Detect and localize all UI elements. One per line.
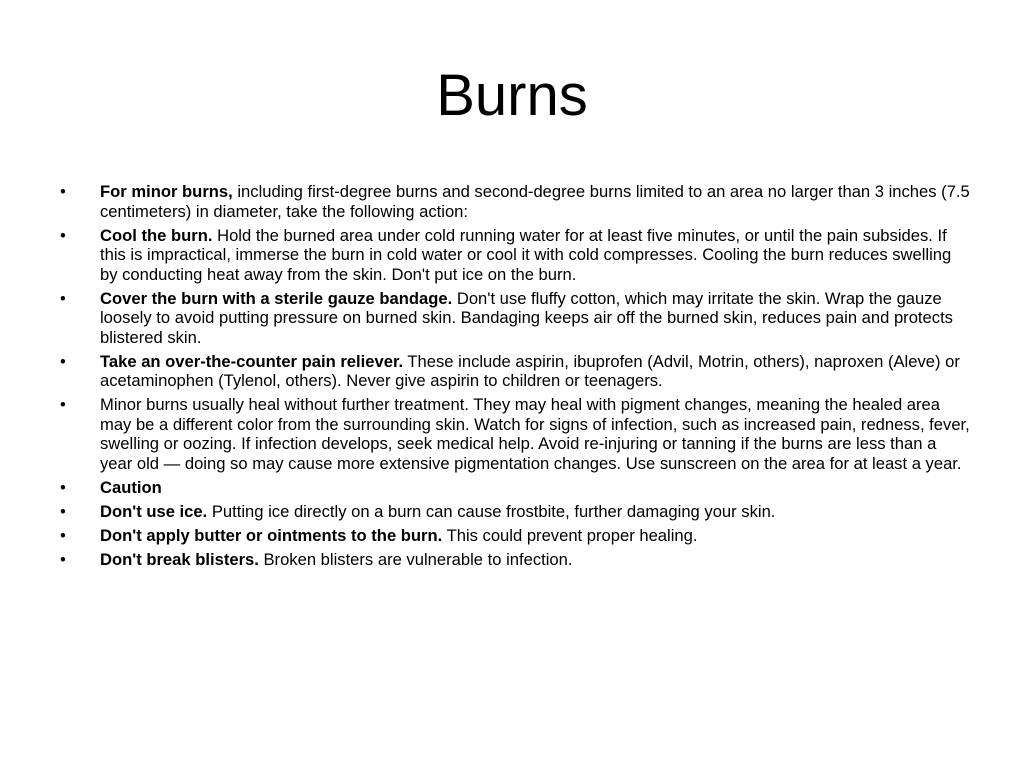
bullet-text: Putting ice directly on a burn can cause frostbite, further damaging your skin. <box>207 501 776 521</box>
bullet-icon: • <box>60 525 66 545</box>
bullet-item-blisters <box>60 550 970 570</box>
bullet-lead: Don't break blisters. <box>100 549 259 569</box>
slide-title: Burns <box>436 63 588 128</box>
bullet-item-no-butter <box>60 526 970 546</box>
bullet-icon: • <box>60 351 66 371</box>
bullet-icon: • <box>60 501 66 521</box>
bullet-item-healing <box>60 395 970 473</box>
bullet-lead: Take an over-the-counter pain reliever. <box>100 351 404 371</box>
bullet-text: including first-degree burns and second-degree burns limited to an area no larger than 3 inches (7.5 centimeters) in diameter, take the following action: <box>100 182 970 221</box>
bullet-item-no-ice <box>60 502 970 522</box>
bullet-list <box>60 182 970 574</box>
bullet-text: Don't use fluffy cotton, which may irritate the skin. Wrap the gauze loosely to avoid putting pressure on burned skin. Bandaging keeps air off the burned skin, reduces pain and protects blistered skin. <box>100 288 953 347</box>
bullet-lead: Caution <box>100 477 162 497</box>
bullet-lead: Don't use ice. <box>100 501 208 521</box>
bullet-item-minor-burns <box>60 182 970 221</box>
bullet-lead: For minor burns, <box>100 182 233 201</box>
bullet-lead: Cool the burn. <box>100 225 213 245</box>
bullet-icon: • <box>60 288 66 308</box>
bullet-text: Hold the burned area under cold running water for at least five minutes, or until the pain subsides. If this is impractical, immerse the burn in cold water or cool it with cold compresses. Cooling the burn reduces swelling by conducting heat away from the skin. Don't put ice on the burn. <box>100 225 952 284</box>
bullet-item-gauze-bandage <box>60 289 970 348</box>
bullet-icon: • <box>60 182 66 201</box>
bullet-text: Minor burns usually heal without further treatment. They may heal with pigment changes, meaning the healed area may be a different color from the surrounding skin. Watch for signs of infection, such as increased pain, redness, fever, swelling or oozing. If infection develops, seek medical help. Avoid re-injuring or tanning if the burns are less than a year old — doing so may cause more extensive pigmentation changes. Use sunscreen on the area for at least a year. <box>100 395 970 473</box>
bullet-text: This could prevent proper healing. <box>442 525 698 545</box>
bullet-icon: • <box>60 477 66 497</box>
bullet-icon: • <box>60 549 66 569</box>
bullet-text: These include aspirin, ibuprofen (Advil, Motrin, others), naproxen (Aleve) or acetaminophen (Tylenol, others). Never give aspirin to children or teenagers. <box>100 351 960 390</box>
bullet-item-cool-burn <box>60 226 970 285</box>
bullet-item-pain-reliever <box>60 352 970 391</box>
bullet-lead: Don't apply butter or ointments to the burn. <box>100 525 443 545</box>
bullet-icon: • <box>60 395 66 414</box>
bullet-item-caution <box>60 478 970 498</box>
bullet-text: Broken blisters are vulnerable to infection. <box>258 549 573 569</box>
bullet-lead: Cover the burn with a sterile gauze bandage. <box>100 288 453 308</box>
bullet-icon: • <box>60 225 66 245</box>
